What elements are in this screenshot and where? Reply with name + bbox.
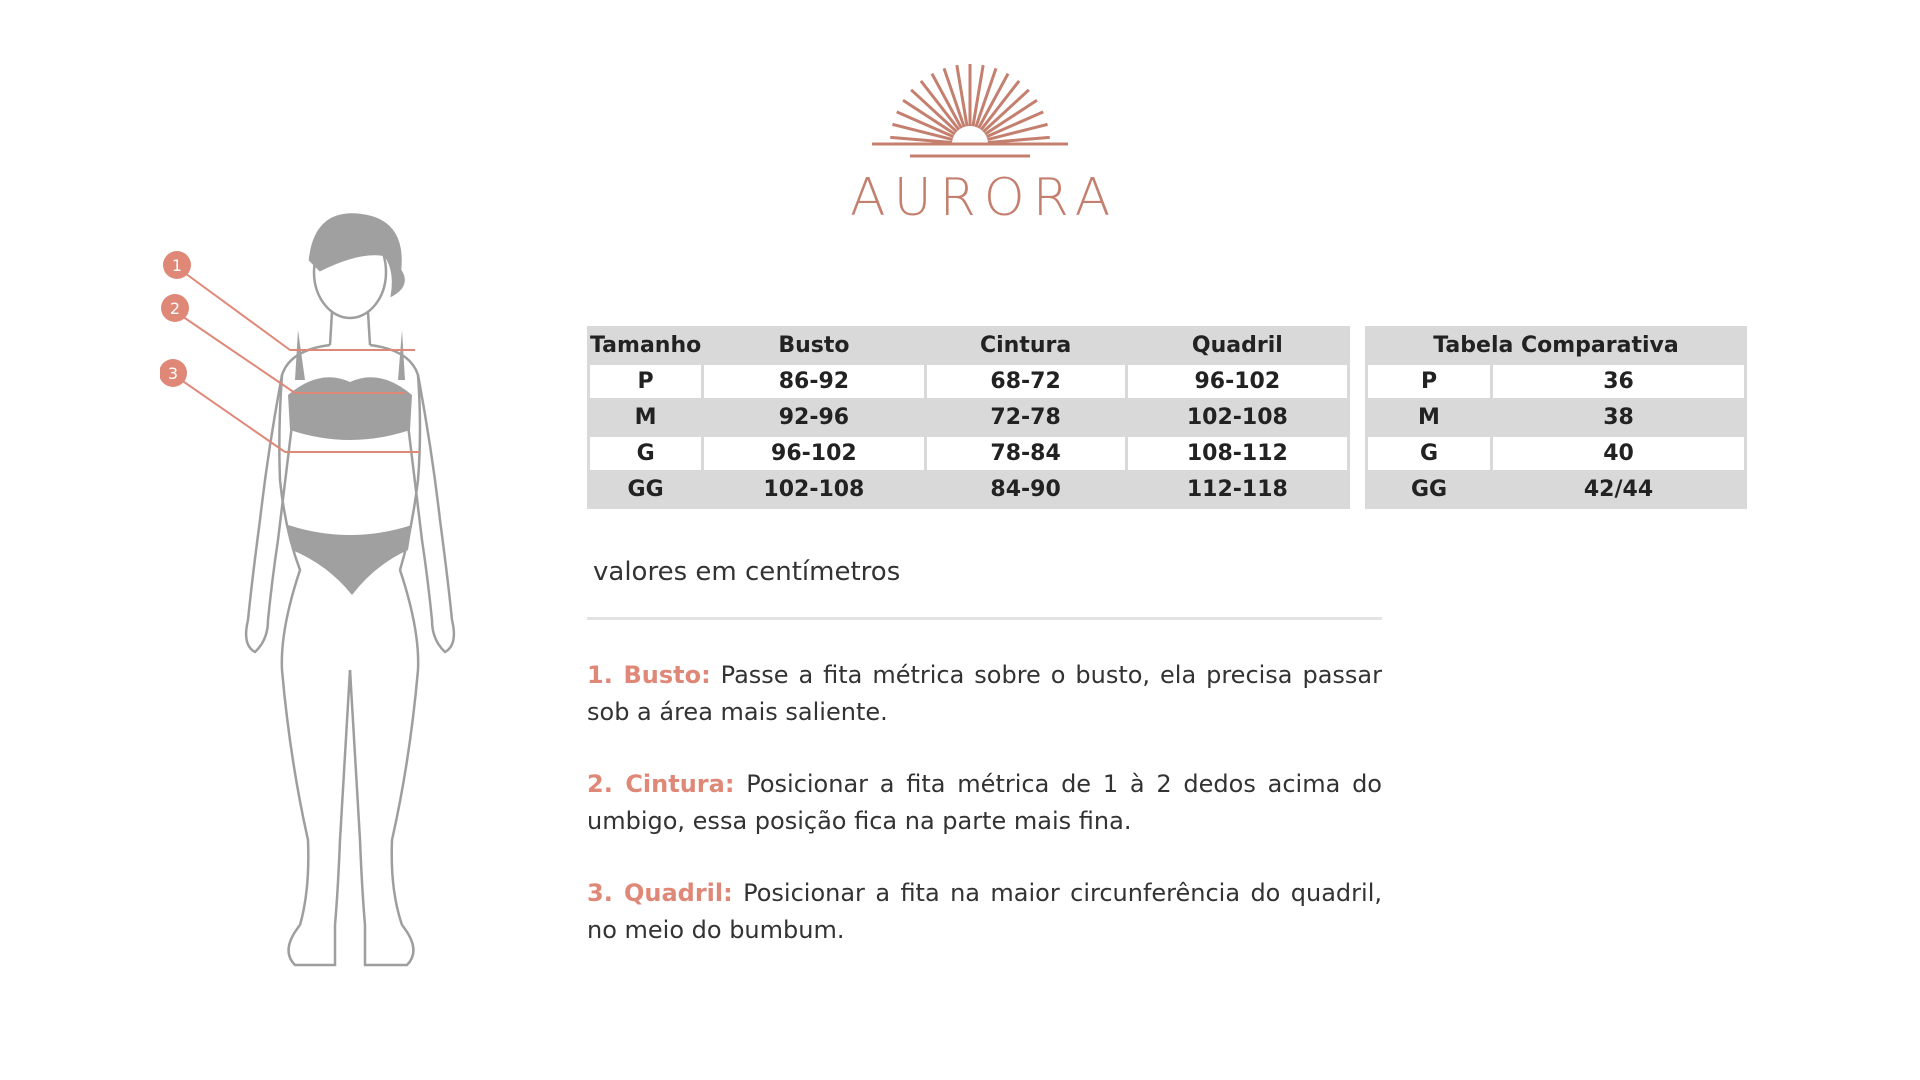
header-tamanho: Tamanho xyxy=(590,329,701,362)
table-row xyxy=(590,437,1347,470)
size-table-header xyxy=(590,329,1347,362)
instruction-text: Posicionar a fita métrica de 1 à 2 dedos acima do umbigo, essa posição fica na parte mais fina. xyxy=(587,770,1382,835)
body-measurement-figure xyxy=(160,200,490,970)
cintura-cell: 78-84 xyxy=(927,437,1125,470)
units-note: valores em centímetros xyxy=(593,557,901,587)
size-cell: G xyxy=(590,437,701,470)
table-row xyxy=(1368,473,1744,506)
marker-2 xyxy=(161,294,189,322)
aurora-logo xyxy=(850,60,1119,235)
instruction-label: 1. Busto: xyxy=(587,661,711,689)
size-table xyxy=(587,326,1350,509)
busto-cell: 96-102 xyxy=(704,437,923,470)
cintura-cell: 84-90 xyxy=(927,473,1125,506)
comparison-table xyxy=(1365,326,1747,509)
instruction-quadril xyxy=(587,875,1382,949)
busto-cell: 102-108 xyxy=(704,473,923,506)
quadril-cell: 96-102 xyxy=(1128,365,1347,398)
cintura-cell: 72-78 xyxy=(927,401,1125,434)
table-row xyxy=(1368,401,1744,434)
number-cell: 38 xyxy=(1493,401,1744,434)
quadril-cell: 112-118 xyxy=(1128,473,1347,506)
size-cell: M xyxy=(590,401,701,434)
marker-3 xyxy=(160,359,187,387)
instruction-text: Posicionar a fita na maior circunferência do quadril, no meio do bumbum. xyxy=(587,879,1382,944)
busto-cell: 86-92 xyxy=(704,365,923,398)
table-row xyxy=(590,473,1347,506)
table-row xyxy=(590,365,1347,398)
busto-cell: 92-96 xyxy=(704,401,923,434)
number-cell: 36 xyxy=(1493,365,1744,398)
svg-text:3: 3 xyxy=(167,364,179,383)
size-cell: GG xyxy=(1368,473,1490,506)
header-quadril: Quadril xyxy=(1128,329,1347,362)
table-row xyxy=(1368,365,1744,398)
size-cell: M xyxy=(1368,401,1490,434)
size-cell: P xyxy=(590,365,701,398)
marker-1 xyxy=(163,251,191,279)
sunburst-icon xyxy=(870,60,1070,160)
header-busto: Busto xyxy=(704,329,923,362)
size-cell: P xyxy=(1368,365,1490,398)
header-cintura: Cintura xyxy=(927,329,1125,362)
cintura-cell: 68-72 xyxy=(927,365,1125,398)
instruction-label: 3. Quadril: xyxy=(587,879,733,907)
number-cell: 40 xyxy=(1493,437,1744,470)
size-cell: GG xyxy=(590,473,701,506)
quadril-cell: 102-108 xyxy=(1128,401,1347,434)
brand-name: AURORA xyxy=(850,168,1119,228)
divider xyxy=(587,617,1382,620)
instruction-busto xyxy=(587,657,1382,731)
instruction-label: 2. Cintura: xyxy=(587,770,735,798)
svg-text:2: 2 xyxy=(169,299,181,318)
instruction-cintura xyxy=(587,766,1382,840)
table-row xyxy=(1368,437,1744,470)
table-row xyxy=(590,401,1347,434)
size-cell: G xyxy=(1368,437,1490,470)
quadril-cell: 108-112 xyxy=(1128,437,1347,470)
comparison-title: Tabela Comparativa xyxy=(1368,329,1744,362)
instruction-text: Passe a fita métrica sobre o busto, ela precisa passar sob a área mais saliente. xyxy=(587,661,1382,726)
svg-text:1: 1 xyxy=(171,256,183,275)
number-cell: 42/44 xyxy=(1493,473,1744,506)
